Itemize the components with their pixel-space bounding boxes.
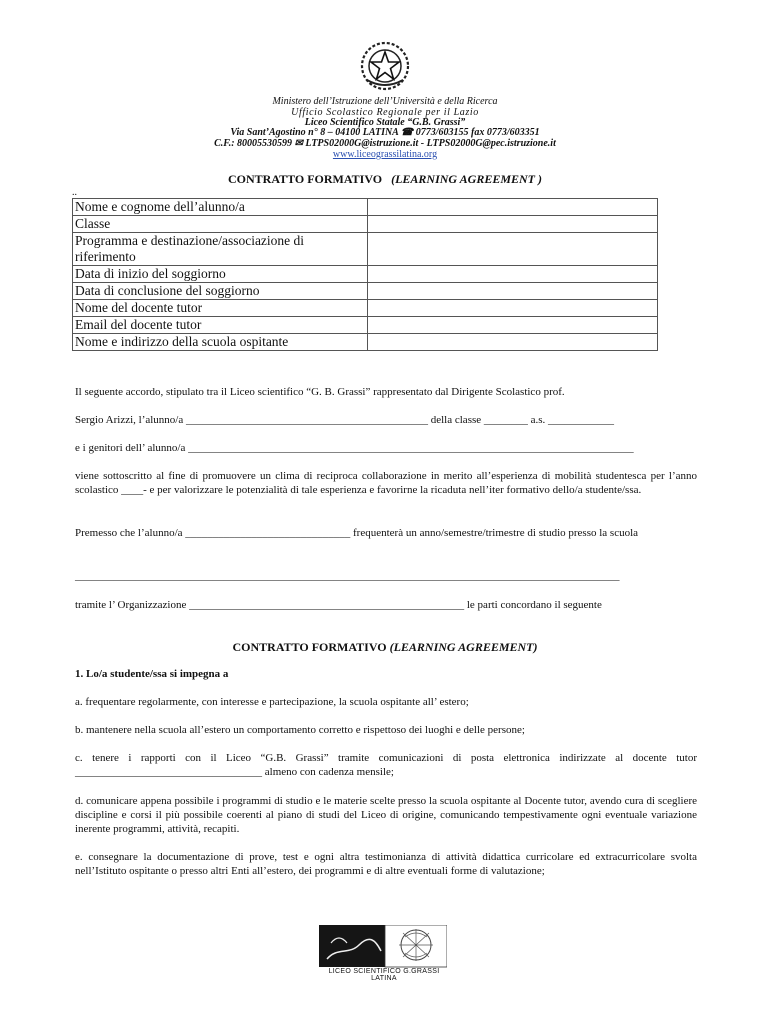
table-value-field[interactable] [368,216,658,233]
table-label: Email del docente tutor [73,317,368,334]
table-label: Classe [73,216,368,233]
agreement-title-2-sub: (LEARNING AGREEMENT) [389,640,538,654]
agreement-title-main: CONTRATTO FORMATIVO [227,172,383,186]
agreement-title-2 [0,640,770,655]
commitment-c: c. tenere i rapporti con il Liceo “G.B. Grassi” tramite comunicazioni di posta elettronica indirizzate al docente tutor __________________________________ almeno con cadenza mensile; [75,752,697,778]
table-label: Data di inizio del soggiorno [73,266,368,283]
blank-line: ___________________________________________________________________________________________________ [75,570,620,582]
ministry-line: Ministero dell’Istruzione dell’Università e della Ricerca [272,96,498,107]
logo-caption: LICEO SCIENTIFICO G.GRASSI LATINA [328,968,440,982]
commitment-e: e. consegnare la documentazione di prove, test e ogni altra testimonianza di attività didattica curricolare ed extracurricolare svolta nell’Istituto ospitante o presso altri Enti all’estero, dei programmi e di altre eventuali forme di valutazione; [75,851,697,877]
table-label: Nome e indirizzo della scuola ospitante [73,334,368,351]
table-value-field[interactable] [368,334,658,351]
table-row [73,334,658,351]
agreement-paragraph-3: e i genitori dell’ alunno/a _________________________________________________________________________________ [75,442,634,454]
table-row [73,199,658,216]
agreement-title-2-main: CONTRATTO FORMATIVO [232,640,387,654]
table-value-field[interactable] [368,317,658,334]
table-value-field[interactable] [368,199,658,216]
table-label: Nome e cognome dell’alunno/a [73,199,368,216]
website-link[interactable]: www.liceograssilatina.org [332,149,438,160]
table-value-field[interactable] [368,233,658,266]
table-value-field[interactable] [368,283,658,300]
table-row [73,233,658,266]
school-line: Liceo Scientifico Statale “G.B. Grassi” [304,117,466,128]
agreement-title [0,172,770,187]
table-value-field[interactable] [368,300,658,317]
commitment-a: a. frequentare regolarmente, con interesse e partecipazione, la scuola ospitante all’ estero; [75,696,469,708]
table-row [73,216,658,233]
website-line [0,149,770,161]
republic-emblem-icon [359,40,411,92]
commitment-b: b. mantenere nella scuola all’estero un comportamento corretto e rispettoso dei luoghi e delle persone; [75,724,525,736]
table-row [73,266,658,283]
table-label: Data di conclusione del soggiorno [73,283,368,300]
agreement-paragraph-4: viene sottoscritto al fine di promuovere un clima di reciproca collaborazione in merito all’esperienza di mobilità studentesca per l’anno scolastico ____- e per valorizzare le potenzialità di tale esperienza e favorirne la ricaduta nell’iter formativo dello/a studente/ssa. [75,470,697,496]
agreement-paragraph-5: Premesso che l’alunno/a ______________________________ frequenterà un anno/semestre/trimestre di studio presso la scuola [75,527,639,539]
agreement-paragraph-1: Il seguente accordo, stipulato tra il Liceo scientifico “G. B. Grassi” rappresentato dal Dirigente Scolastico prof. [75,386,565,398]
student-info-table [72,198,658,351]
table-value-field[interactable] [368,266,658,283]
marker-dots: .. [72,187,77,198]
table-row [73,317,658,334]
agreement-paragraph-7: tramite l’ Organizzazione __________________________________________________ le parti concordano il seguente [75,599,602,611]
agreement-paragraph-2: Sergio Arizzi, l’alunno/a ____________________________________________ della classe ________ a.s. ____________ [75,414,615,426]
table-row [73,300,658,317]
table-row [73,283,658,300]
office-line: Ufficio Scolastico Regionale per il Lazio [291,107,479,118]
address-line: Via Sant’Agostino n° 8 – 04100 LATINA ☎ 0773/603155 fax 0773/603351 [230,127,540,138]
commitment-d: d. comunicare appena possibile i programmi di studio e le materie scelte presso la scuola ospitante al Docente tutor, avendo cura di scegliere discipline e corsi il più possibile coerenti al piano di studi del Liceo di origine, comunicando tempestivamente ogni eventuale variazione inerente programmi, attività, recapiti. [75,795,697,835]
fiscal-line: C.F.: 80005530599 ✉ LTPS02000G@istruzione.it - LTPS02000G@pec.istruzione.it [214,138,556,149]
table-label: Nome del docente tutor [73,300,368,317]
table-label: Programma e destinazione/associazione di riferimento [73,233,368,266]
agreement-title-sub: (LEARNING AGREEMENT ) [391,172,543,186]
section-heading: 1. Lo/a studente/ssa si impegna a [75,668,229,680]
